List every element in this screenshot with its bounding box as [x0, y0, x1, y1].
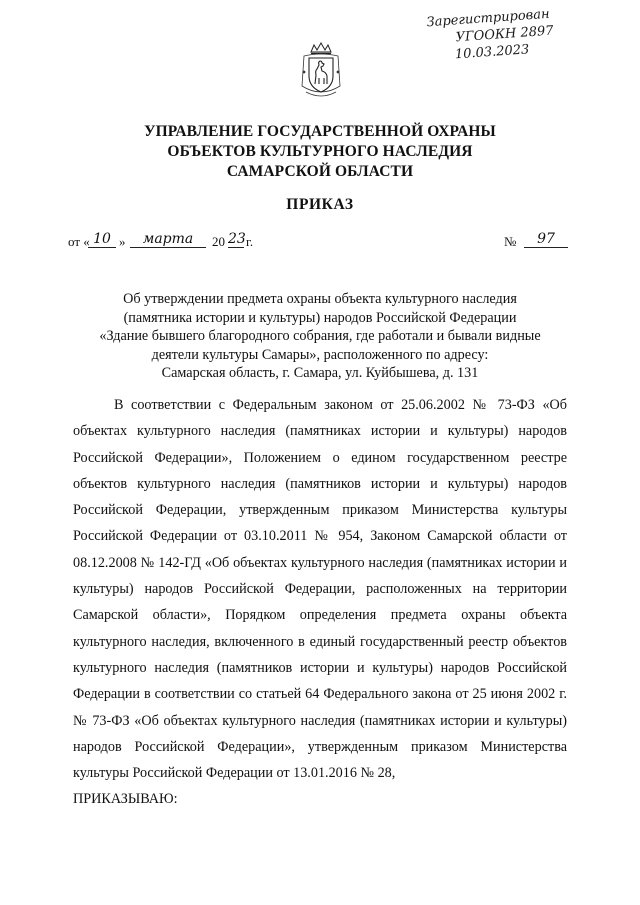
organization-line3: САМАРСКОЙ ОБЛАСТИ [226, 163, 414, 180]
order-number: 97 [524, 231, 568, 248]
order-subject [60, 290, 580, 383]
date-year-prefix: 20 [212, 234, 225, 249]
body-paragraph: В соответствии с Федеральным законом от 25.06.2002 № 73-ФЗ «Об объектах культурного наследия (памятниках истории и культуры) народов Российской Федерации», Положением о едином государственном реестре объектов культурного наследия (памятников истории и культуры) народов Российской Федерации, утвержденным приказом Министерства культуры Российской Федерации от 03.10.2011 № 954, Законом Самарской области от 08.12.2008 № 142-ГД «Об объектах культурного наследия (памятниках истории и культуры) народов Российской Федерации, расположенных на территории Самарской области», Порядком определения предмета охраны объекта культурного наследия, включенного в единый государственный реестр объектов культурного наследия (памятников истории и культуры) народов Российской Федерации в соответствии со статьей 64 Федерального закона от 25 июня 2002 г. № 73-ФЗ «Об объектах культурного наследия (памятниках истории и культуры) народов Российской Федерации», утвержденным приказом Министерства культуры Российской Федерации от 13.01.2016 № 28, [73, 397, 567, 782]
organization-name [0, 122, 640, 182]
number-label: № [504, 234, 517, 249]
registration-note [426, 2, 610, 76]
registration-note-line3: 10.03.2023 [454, 42, 530, 63]
document-type: ПРИКАЗ [286, 196, 354, 213]
organization-line2: ОБЪЕКТОВ КУЛЬТУРНОГО НАСЛЕДИЯ [167, 143, 473, 160]
registration-note-line1: Зарегистрирован [426, 6, 551, 31]
date-prefix: от « [68, 234, 90, 249]
registration-note-line2: УГООКН 2897 [455, 23, 554, 46]
subject-line4: деятели культуры Самары», расположенного по адресу: [151, 346, 489, 363]
subject-line3: «Здание бывшего благородного собрания, где работали и бывали видные [99, 328, 541, 345]
order-body [73, 392, 567, 813]
organization-line1: УПРАВЛЕНИЕ ГОСУДАРСТВЕННОЙ ОХРАНЫ [144, 123, 496, 140]
date-line [68, 231, 588, 258]
date-year-end: г. [246, 234, 254, 249]
date-day: 10 [88, 231, 116, 248]
date-year-suffix: 23 [228, 231, 246, 247]
subject-line5: Самарская область, г. Самара, ул. Куйбышева, д. 131 [161, 365, 479, 382]
order-word: ПРИКАЗЫВАЮ: [73, 791, 178, 808]
date-mid: » [119, 234, 126, 249]
subject-line1: Об утверждении предмета охраны объекта культурного наследия [123, 291, 517, 307]
date-month: марта [130, 231, 206, 248]
coat-of-arms-icon [296, 42, 346, 100]
subject-line2: (памятника истории и культуры) народов Российской Федерации [123, 309, 517, 326]
